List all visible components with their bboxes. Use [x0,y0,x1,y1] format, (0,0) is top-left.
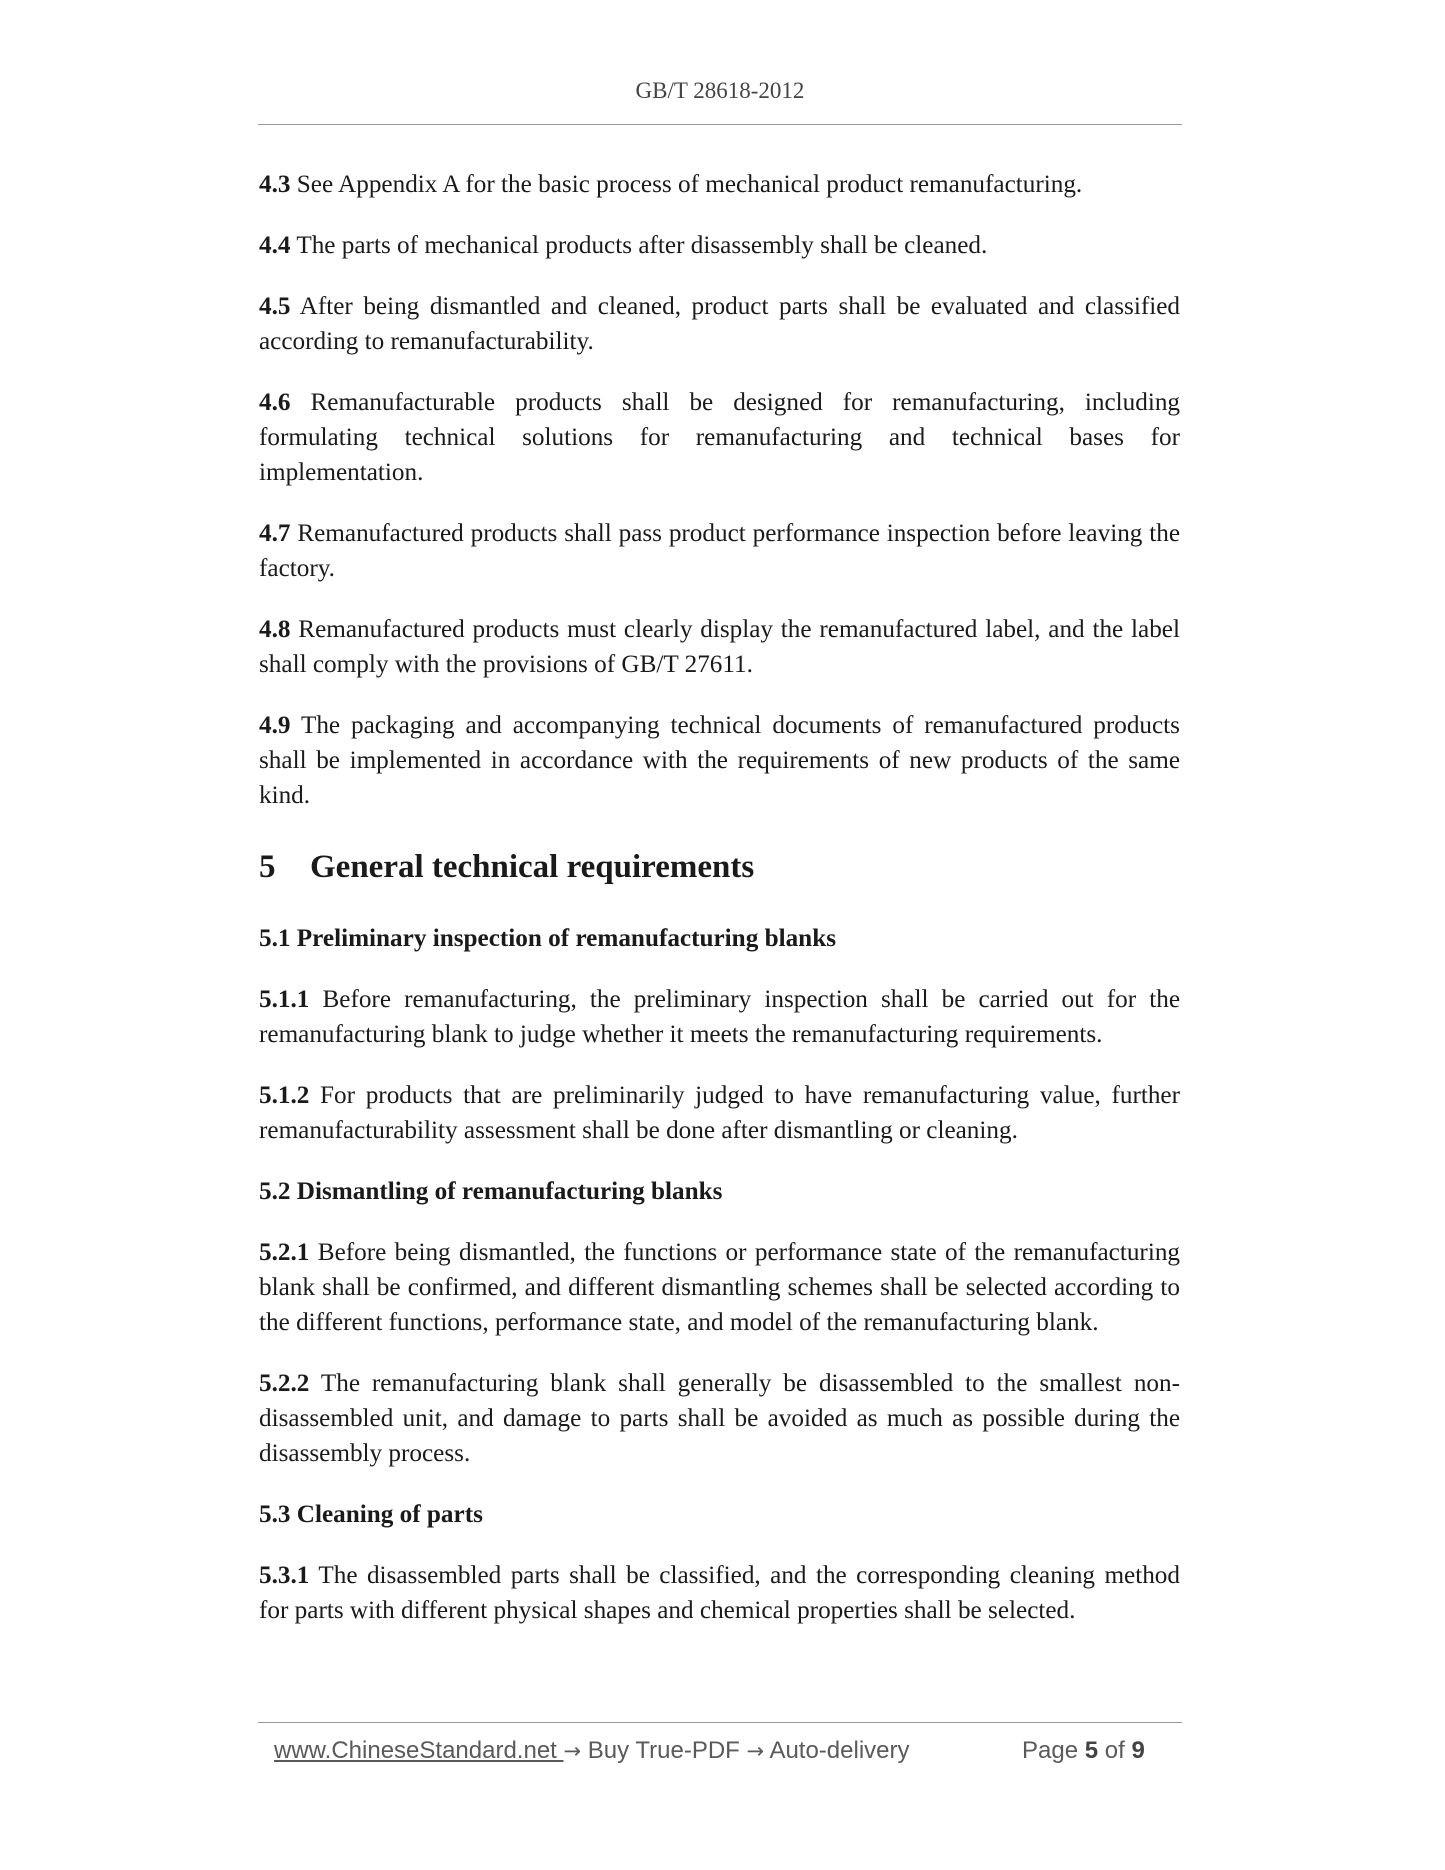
clause-5-1-2 [259,1078,1180,1148]
clause-4-5 [259,289,1180,359]
footer-divider [258,1722,1182,1723]
clause-number: 4.5 [259,293,291,320]
clause-number: 5.3.1 [259,1562,310,1589]
section-title: General technical requirements [310,849,755,885]
clause-text: After being dismantled and cleaned, product parts shall be evaluated and classified according to remanufacturability. [259,293,1180,355]
subsection-5-3-heading: 5.3 Cleaning of parts [259,1501,483,1528]
clause-number: 4.7 [259,520,291,547]
page-number: 5 [1084,1737,1099,1764]
page-label: Page [1022,1737,1079,1764]
clause-4-9 [259,708,1180,813]
buy-pdf-link[interactable]: Buy True-PDF [581,1737,747,1764]
clause-text: For products that are preliminarily judged to have remanufacturing value, further remanufacturability assessment shall be done after dismantling or cleaning. [259,1082,1180,1144]
clause-4-7 [259,516,1180,586]
clause-number: 4.6 [259,389,291,416]
clause-text: The remanufacturing blank shall generally be disassembled to the smallest non-disassembled unit, and damage to parts shall be avoided as much as possible during the disassembly process. [259,1370,1180,1467]
clause-5-1-1 [259,982,1180,1052]
clause-number: 4.9 [259,712,291,739]
clause-number: 5.1.1 [259,986,310,1013]
clause-text: Remanufactured products must clearly display the remanufactured label, and the label shall comply with the provisions of GB/T 27611. [259,616,1180,678]
arrow-right-icon: → [563,1739,582,1763]
clause-number: 4.3 [259,171,291,198]
auto-delivery-text: Auto-delivery [764,1737,910,1764]
clause-4-8 [259,612,1180,682]
document-header [258,78,1182,104]
clause-number: 4.4 [259,232,291,259]
clause-text: Before being dismantled, the functions or performance state of the remanufacturing blank shall be confirmed, and different dismantling schemes shall be selected according to the different functions, performance state, and model of the remanufacturing blank. [259,1239,1181,1336]
subsection-5-2-heading: 5.2 Dismantling of remanufacturing blanks [259,1178,723,1205]
clause-text: See Appendix A for the basic process of mechanical product remanufacturing. [296,171,1083,198]
clause-text: The packaging and accompanying technical documents of remanufactured products shall be implemented in accordance with the requirements of new products of the same kind. [259,712,1180,809]
clause-number: 5.2.2 [259,1370,310,1397]
page-total: 9 [1131,1737,1145,1764]
clause-5-2-1 [259,1235,1180,1340]
of-label: of [1104,1737,1125,1764]
header-divider [258,124,1182,125]
clause-5-3-1 [259,1558,1180,1628]
document-id: GB/T 28618-2012 [635,78,805,103]
clause-5-2-2 [259,1366,1180,1471]
document-body [259,167,1180,1654]
clause-text: The parts of mechanical products after disassembly shall be cleaned. [296,232,988,259]
clause-number: 5.1.2 [259,1082,310,1109]
website-link[interactable]: www.ChineseStandard.net [274,1737,564,1764]
arrow-right-icon: → [746,1739,765,1763]
clause-text: The disassembled parts shall be classified, and the corresponding cleaning method for parts with different physical shapes and chemical properties shall be selected. [259,1562,1180,1624]
clause-4-6 [259,385,1180,490]
clause-4-3 [259,167,1180,202]
section-5-heading [259,847,1180,887]
clause-text: Remanufactured products shall pass product performance inspection before leaving the factory. [259,520,1180,582]
clause-number: 5.2.1 [259,1239,310,1266]
subsection-5-1-heading: 5.1 Preliminary inspection of remanufacturing blanks [259,925,836,952]
clause-4-4 [259,228,1180,263]
section-number: 5 [259,849,276,885]
clause-text: Remanufacturable products shall be designed for remanufacturing, including formulating technical solutions for remanufacturing and technical bases for implementation. [259,389,1181,486]
page-indicator [1022,1737,1145,1765]
clause-number: 4.8 [259,616,291,643]
clause-text: Before remanufacturing, the preliminary inspection shall be carried out for the remanufacturing blank to judge whether it meets the remanufacturing requirements. [259,986,1181,1048]
page-footer [274,1737,1174,1765]
